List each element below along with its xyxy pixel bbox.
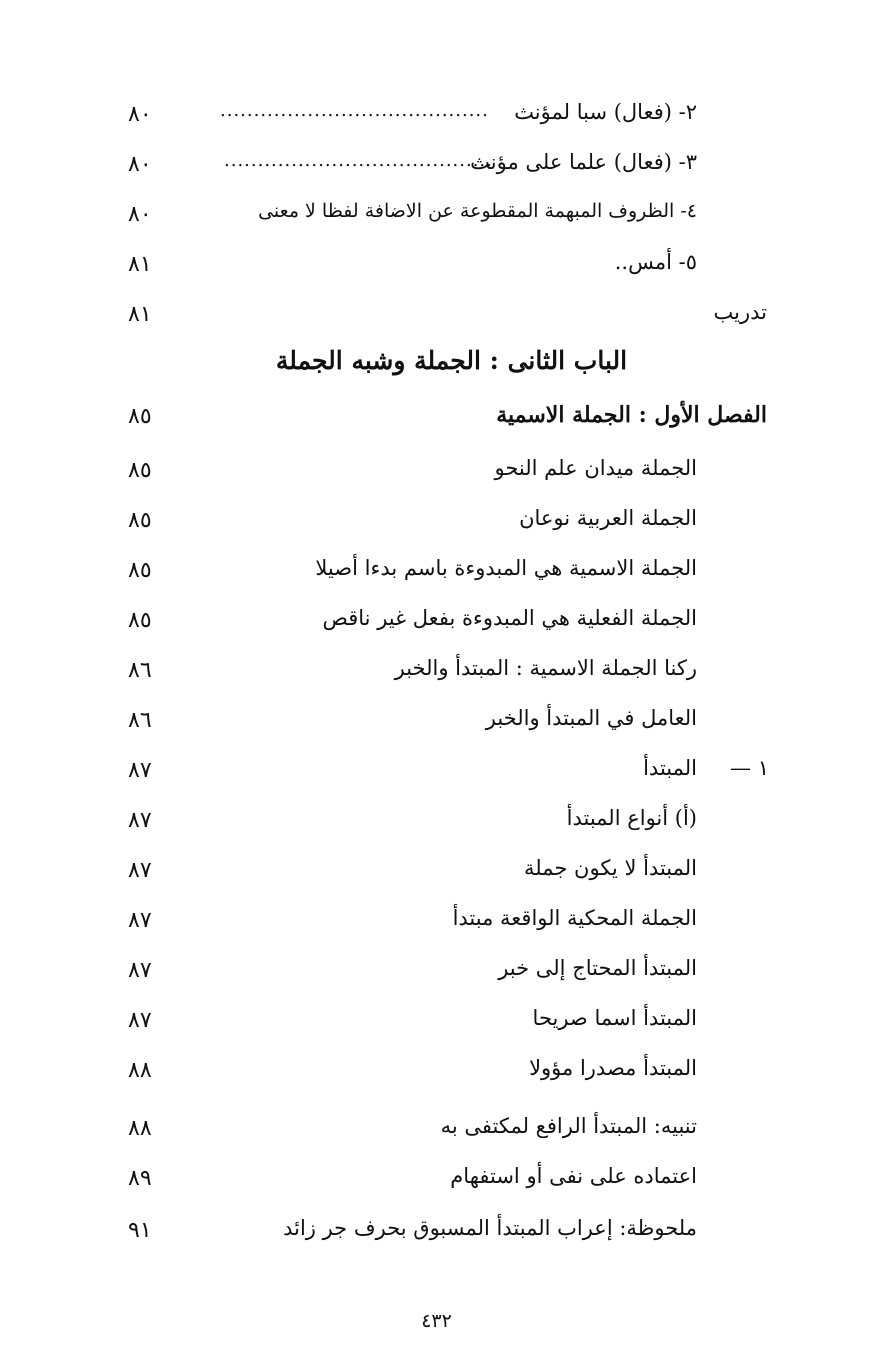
page-number: ٨٠ [128,202,152,227]
page-number: ٨٧ [128,758,152,783]
toc-row [0,754,873,794]
toc-entry-text: المبتدأ اسما صريحا [532,1006,697,1030]
toc-row [0,298,873,338]
page-number: ٨١ [128,252,152,277]
toc-entry-text: ٣- (فعال) علما على مؤنث [470,150,697,174]
page-number: ٨٦ [128,708,152,733]
toc-row [0,504,873,544]
toc-row [0,704,873,744]
page-number: ٨٧ [128,1008,152,1033]
toc-row [0,854,873,894]
toc-row [0,1112,873,1152]
dot-leader: ........................................ [220,100,489,121]
toc-row [0,654,873,694]
page-number: ٨٥ [128,404,152,429]
toc-entry-text: المبتدأ لا يكون جملة [524,856,697,880]
section-number: ١ — [730,756,769,780]
toc-entry-text: الجملة الفعلية هي المبدوءة بفعل غير ناقص [322,606,697,630]
page-number: ٨٥ [128,458,152,483]
toc-row [0,98,873,138]
toc-row [0,248,873,288]
toc-entry-text: تنبيه: المبتدأ الرافع لمكتفى به [440,1114,697,1138]
page-number: ٨٥ [128,608,152,633]
toc-row [0,1214,873,1254]
toc-entry-text: المبتدأ مصدرا مؤولا [529,1056,697,1080]
toc-row [0,804,873,844]
toc-entry-text: الجملة العربية نوعان [519,506,697,530]
page-number: ٩١ [128,1218,152,1243]
toc-row [0,148,873,188]
toc-entry-text: اعتماده على نفى أو استفهام [450,1164,697,1188]
toc-entry-text: الجملة ميدان علم النحو [494,456,697,480]
toc-row [0,1162,873,1202]
page-number: ٨٨ [128,1058,152,1083]
toc-row [0,198,873,238]
page-number: ٨٧ [128,958,152,983]
toc-entry-text: ملحوظة: إعراب المبتدأ المسبوق بحرف جر زائد [283,1216,697,1240]
page-number: ٨٧ [128,808,152,833]
toc-row [0,904,873,944]
toc-entry-text: ركنا الجملة الاسمية : المبتدأ والخبر [394,656,697,680]
toc-entry-text: تدريب [713,300,767,324]
part-title: الباب الثانى : الجملة وشبه الجملة [275,346,628,375]
page-number: ٨٥ [128,558,152,583]
footer-page-number: ٤٣٢ [421,1310,452,1332]
page-number: ٨٥ [128,508,152,533]
toc-entry-text: ٤- الظروف المبهمة المقطوعة عن الاضافة لفظا لا معنى [258,200,697,222]
page-number: ٨٨ [128,1116,152,1141]
page-number: ٨٦ [128,658,152,683]
toc-row [0,604,873,644]
page-number: ٨٠ [128,152,152,177]
toc-entry-text: المبتدأ المحتاج إلى خبر [498,956,697,980]
page-number: ٨٧ [128,858,152,883]
page-number: ٨٩ [128,1166,152,1191]
toc-entry-text: ٢- (فعال) سبا لمؤنث [514,100,697,124]
toc-row [0,954,873,994]
toc-entry-text: العامل في المبتدأ والخبر [485,706,697,730]
toc-entry-text: (أ) أنواع المبتدأ [566,806,697,830]
chapter-heading: الفصل الأول : الجملة الاسمية [496,402,767,428]
page-number: ٨٠ [128,102,152,127]
page-number: ٨٧ [128,908,152,933]
toc-entry-text: ٥- أمس.. [614,250,697,274]
dot-leader: ........................................ [224,150,493,171]
toc-entry-text: الجملة الاسمية هي المبدوءة باسم بدءا أصيلا [315,556,697,580]
page-number: ٨١ [128,302,152,327]
toc-entry-text: الجملة المحكية الواقعة مبتدأ [452,906,697,930]
chapter-heading-row [0,400,873,440]
toc-row [0,1004,873,1044]
toc-row [0,1054,873,1094]
toc-entry-text: المبتدأ [643,756,697,780]
toc-row [0,554,873,594]
toc-row [0,454,873,494]
